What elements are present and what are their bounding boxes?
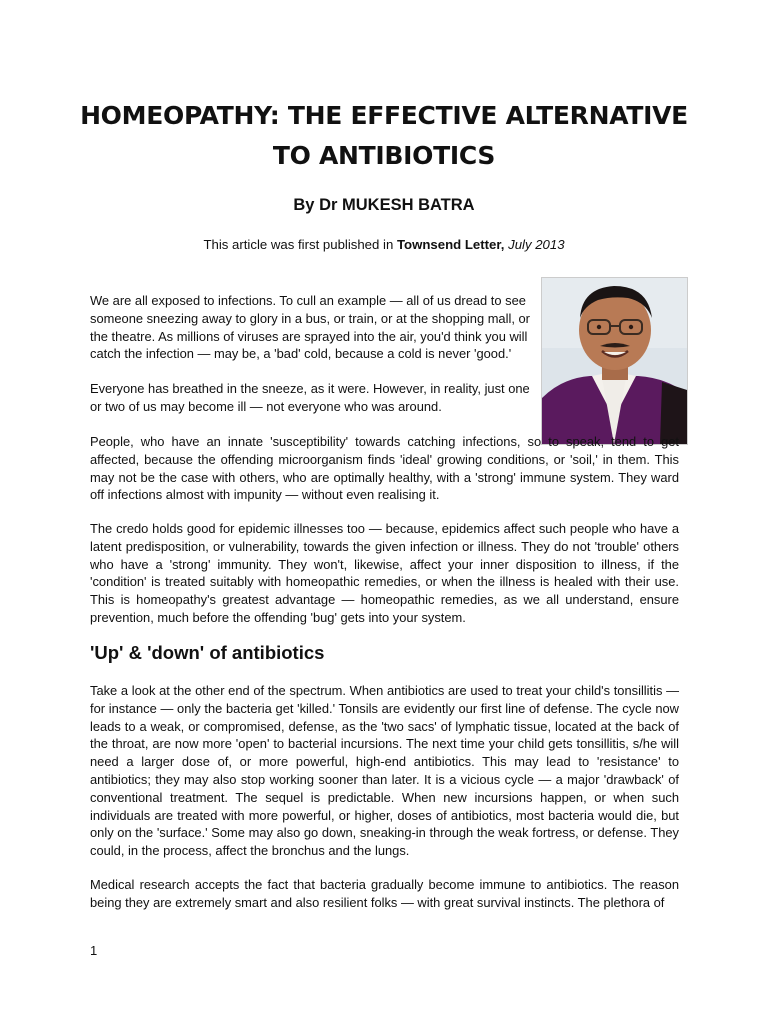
- author-byline: By Dr MUKESH BATRA: [293, 196, 475, 214]
- publication-note: [0, 237, 768, 252]
- paragraph-4: The credo holds good for epidemic illnesses too — because, epidemics affect such people who have a latent predisposition, or vulnerability, towards the given infection or illness. They do not 'trouble' others who have a 'strong' immunity. They won't, likewise, affect your inner disposition to illness, if the 'condition' is treated suitably with homeopathic remedies, or when the illness is healed with their use. This is homeopathy's greatest advantage — homeopathic remedies, as we all understand, ensure prevention, much before the offending 'bug' gets into your system.: [90, 521, 679, 625]
- paragraph-1: We are all exposed to infections. To cull an example — all of us dread to see someone sneezing away to glory in a bus, or train, or at the shopping mall, or the theatre. As millions of viruses are sprayed into the air, you'd think you will catch the infection — may be, a 'bad' cold, because a cold is never 'good.': [90, 293, 530, 362]
- section-heading: 'Up' & 'down' of antibiotics: [90, 642, 325, 663]
- publication-name: Townsend Letter,: [396, 237, 505, 252]
- article-title: [60, 96, 708, 176]
- title-line-1: HOMEOPATHY: THE EFFECTIVE ALTERNATIVE: [80, 101, 688, 130]
- publication-date: July 2013: [508, 237, 565, 252]
- author-photo: [541, 277, 688, 445]
- title-line-2: TO ANTIBIOTICS: [272, 141, 496, 170]
- paragraph-6: Medical research accepts the fact that bacteria gradually become immune to antibiotics. The reason being they are extremely smart and also resilient folks — with great survival instincts. The plethora of: [90, 877, 679, 910]
- paragraph-3: People, who have an innate 'susceptibility' towards catching infections, so to speak, tend to get affected, because the offending microorganism finds 'ideal' growing conditions, or 'soil,' in them. This may not be the case with others, who are optimally healthy, with a 'strong' immune system. They ward off infections almost with impunity — without even realising it.: [90, 434, 679, 503]
- paragraph-5: Take a look at the other end of the spectrum. When antibiotics are used to treat your child's tonsillitis — for instance — only the bacteria get 'killed.' Tonsils are evidently our first line of defense. The cycle now leads to a weak, or compromised, defense, as the 'two sacs' of lymphatic tissue, located at the back of the throat, are now more 'open' to bacterial incursions. The next time your child gets tonsillitis, s/he will need a larger dose of, or more powerful, high-end antibiotics. This may lead to 'resistance' to antibiotics; they may also stop working sooner than later. It is a vicious cycle — a major 'drawback' of conventional treatment. The sequel is predictable. When new incursions happen, or when such individuals are treated with more powerful, or higher, doses of antibiotics, most bacteria would die, but only on the 'surface.' Some may also go down, sneaking-in through the weak fortress, or defense. They could, in the process, affect the bronchus and the lungs.: [90, 683, 679, 859]
- page-number: 1: [90, 943, 98, 958]
- paragraph-2: Everyone has breathed in the sneeze, as it were. However, in reality, just one or two of us may become ill — not everyone who was around.: [90, 381, 530, 414]
- author-portrait-image: [542, 278, 687, 444]
- publication-prefix: This article was first published in: [203, 237, 397, 252]
